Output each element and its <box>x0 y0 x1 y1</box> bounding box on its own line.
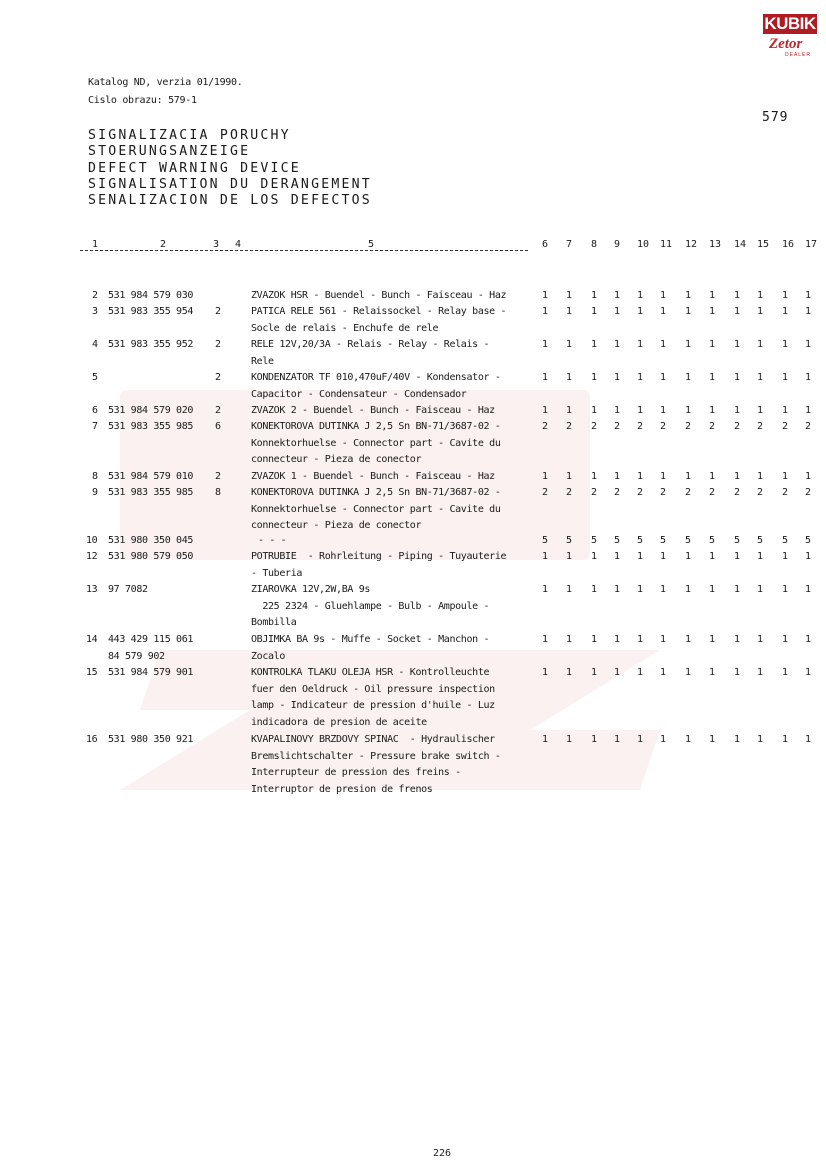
row-quantity-cell: 1 <box>541 551 549 562</box>
row-quantity-cell: 1 <box>781 471 789 482</box>
row-description-line: Konnektorhuelse - Connector part - Cavite du <box>251 437 501 449</box>
image-number-line: Cislo obrazu: 579-1 <box>88 95 197 106</box>
row-quantity-cell: 1 <box>659 405 667 416</box>
row-quantity-cell: 1 <box>756 667 764 678</box>
row-quantity-cell: 1 <box>804 372 812 383</box>
row-quantity-cell: 1 <box>565 667 573 678</box>
row-quantity-cell: 1 <box>708 584 716 595</box>
row-quantity-cell: 1 <box>733 471 741 482</box>
row-quantity-cell: 5 <box>636 535 644 546</box>
row-quantity-cell: 5 <box>684 535 692 546</box>
row-quantity-cell: 2 <box>659 421 667 432</box>
row-description-line: fuer den Oeldruck - Oil pressure inspection <box>251 683 495 695</box>
row-description-line: RELE 12V,20/3A - Relais - Relay - Relais - <box>251 339 490 350</box>
row-quantity-cell: 1 <box>541 634 549 645</box>
row-description-line: connecteur - Pieza de conector <box>251 454 422 465</box>
logo-zetor-text: Zetor <box>769 36 803 52</box>
row-quantity-cell: 1 <box>781 551 789 562</box>
row-quantity-cell: 1 <box>613 339 621 350</box>
row-quantity-cell: 1 <box>684 471 692 482</box>
row-description-line: PATICA RELE 561 - Relaissockel - Relay base - <box>251 306 507 317</box>
row-description-line: KONEKTOROVA DUTINKA J 2,5 Sn BN-71/3687-02 - <box>251 487 501 498</box>
row-quantity-cell: 2 <box>565 487 573 498</box>
row-quantity-cell: 1 <box>733 584 741 595</box>
row-position: 14 <box>86 634 98 645</box>
row-quantity-cell: 1 <box>708 372 716 383</box>
row-quantity-cell: 5 <box>781 535 789 546</box>
row-quantity-cell: 1 <box>590 471 598 482</box>
row-quantity-cell: 1 <box>804 584 812 595</box>
row-quantity-cell: 1 <box>636 405 644 416</box>
row-quantity-cell: 1 <box>684 339 692 350</box>
row-description-line: Konnektorhuelse - Connector part - Cavite du <box>251 503 501 515</box>
row-part-number: 531 983 355 954 <box>108 306 194 317</box>
column-header-main: 2 <box>160 239 167 250</box>
row-quantity-cell: 1 <box>733 634 741 645</box>
row-quantity-cell: 1 <box>756 634 764 645</box>
row-position: 15 <box>86 667 98 678</box>
row-quantity-cell: 1 <box>684 551 692 562</box>
row-quantity-cell: 5 <box>541 535 549 546</box>
row-quantity-cell: 2 <box>804 421 812 432</box>
row-quantity-cell: 1 <box>781 634 789 645</box>
row-quantity-cell: 1 <box>613 405 621 416</box>
row-quantity-cell: 1 <box>804 306 812 317</box>
row-description-line: Socle de relais - Enchufe de rele <box>251 322 439 334</box>
row-quantity-cell: 1 <box>708 667 716 678</box>
row-quantity-cell: 1 <box>613 734 621 745</box>
row-quantity-cell: 2 <box>613 421 621 432</box>
row-quantity-cell: 1 <box>636 551 644 562</box>
column-header-qty: 9 <box>614 239 621 250</box>
row-quantity-cell: 1 <box>659 551 667 562</box>
row-quantity-cell: 2 <box>781 421 789 432</box>
row-quantity-per: 2 <box>215 339 221 350</box>
column-header-qty: 13 <box>709 239 722 250</box>
row-quantity-per: 8 <box>215 487 221 498</box>
column-header-qty: 12 <box>685 239 698 250</box>
catalog-line: Katalog ND, verzia 01/1990. <box>88 77 243 88</box>
row-position: 2 <box>92 290 98 301</box>
header-divider <box>80 250 528 251</box>
row-quantity-cell: 1 <box>684 405 692 416</box>
row-part-number: 531 983 355 952 <box>108 339 194 350</box>
row-quantity-cell: 1 <box>733 290 741 301</box>
row-quantity-cell: 1 <box>541 667 549 678</box>
page-number: 579 <box>762 110 789 125</box>
row-quantity-cell: 1 <box>565 405 573 416</box>
row-part-number: 443 429 115 061 <box>108 634 194 645</box>
row-quantity-cell: 1 <box>708 405 716 416</box>
row-quantity-cell: 1 <box>804 667 812 678</box>
row-position: 6 <box>92 405 98 416</box>
row-description-line: KONDENZATOR TF 010,470uF/40V - Kondensator - <box>251 372 501 383</box>
row-quantity-cell: 1 <box>708 306 716 317</box>
row-quantity-cell: 1 <box>708 734 716 745</box>
row-description-line: ZVAZOK HSR - Buendel - Bunch - Faisceau - Haz <box>251 290 507 301</box>
row-quantity-cell: 1 <box>804 734 812 745</box>
row-description-line: KONEKTOROVA DUTINKA J 2,5 Sn BN-71/3687-02 - <box>251 421 501 432</box>
row-position: 12 <box>86 551 98 562</box>
row-quantity-cell: 1 <box>733 734 741 745</box>
row-quantity-cell: 1 <box>804 405 812 416</box>
row-quantity-cell: 2 <box>708 421 716 432</box>
row-description-line: Bremslichtschalter - Pressure brake switch - <box>251 750 501 762</box>
row-quantity-cell: 1 <box>659 634 667 645</box>
row-quantity-cell: 2 <box>781 487 789 498</box>
row-quantity-cell: 1 <box>636 734 644 745</box>
row-quantity-cell: 1 <box>590 667 598 678</box>
row-quantity-cell: 2 <box>541 421 549 432</box>
row-description-line: Bombilla <box>251 617 297 628</box>
column-header-main: 4 <box>235 239 242 250</box>
row-part-number: 531 980 579 050 <box>108 551 194 562</box>
column-header-main: 1 <box>92 239 99 250</box>
row-quantity-cell: 2 <box>541 487 549 498</box>
kubik-zetor-logo <box>763 14 817 60</box>
row-quantity-cell: 1 <box>590 551 598 562</box>
row-part-number: 531 984 579 901 <box>108 667 194 678</box>
row-description-line: KVAPALINOVY BRZDOVY SPINAC - Hydraulischer <box>251 734 495 745</box>
row-part-number: 97 7082 <box>108 584 148 595</box>
row-quantity-cell: 5 <box>804 535 812 546</box>
row-quantity-cell: 1 <box>541 584 549 595</box>
row-quantity-cell: 1 <box>613 551 621 562</box>
row-quantity-cell: 1 <box>756 405 764 416</box>
row-quantity-cell: 1 <box>756 471 764 482</box>
footer-page-label: 226 <box>433 1148 452 1159</box>
row-description-line: Interrupteur de pression des freins - <box>251 767 461 778</box>
row-quantity-cell: 1 <box>733 405 741 416</box>
row-quantity-cell: 1 <box>636 306 644 317</box>
row-quantity-cell: 1 <box>781 372 789 383</box>
row-quantity-cell: 1 <box>781 584 789 595</box>
row-description-line: Zocalo <box>251 650 286 662</box>
row-quantity-cell: 1 <box>781 290 789 301</box>
row-position: 4 <box>92 339 98 350</box>
row-quantity-cell: 1 <box>756 372 764 383</box>
row-position: 9 <box>92 487 98 498</box>
row-position: 8 <box>92 471 98 482</box>
row-quantity-cell: 1 <box>756 306 764 317</box>
row-quantity-cell: 1 <box>590 290 598 301</box>
row-quantity-cell: 5 <box>659 535 667 546</box>
row-quantity-cell: 1 <box>659 667 667 678</box>
row-description-line: - - - <box>258 535 287 546</box>
row-quantity-cell: 1 <box>659 290 667 301</box>
row-quantity-cell: 1 <box>636 290 644 301</box>
row-quantity-cell: 1 <box>636 471 644 482</box>
row-quantity-cell: 5 <box>708 535 716 546</box>
row-quantity-cell: 1 <box>733 306 741 317</box>
column-header-qty: 10 <box>637 239 650 250</box>
row-position: 3 <box>92 306 98 317</box>
row-quantity-cell: 1 <box>684 372 692 383</box>
row-quantity-cell: 1 <box>804 339 812 350</box>
row-quantity-cell: 2 <box>565 421 573 432</box>
row-quantity-cell: 1 <box>565 584 573 595</box>
column-header-qty: 14 <box>734 239 747 250</box>
row-quantity-cell: 1 <box>565 734 573 745</box>
row-quantity-cell: 2 <box>590 421 598 432</box>
row-quantity-cell: 1 <box>590 584 598 595</box>
column-header-main: 3 <box>213 239 220 250</box>
row-quantity-cell: 1 <box>733 551 741 562</box>
row-description-line: ZVAZOK 1 - Buendel - Bunch - Faisceau - Haz <box>251 471 495 482</box>
column-header-qty: 16 <box>782 239 795 250</box>
row-quantity-cell: 1 <box>708 471 716 482</box>
row-quantity-cell: 1 <box>613 372 621 383</box>
row-position: 10 <box>86 535 98 546</box>
row-position: 13 <box>86 584 98 595</box>
row-quantity-cell: 1 <box>781 734 789 745</box>
row-quantity-cell: 1 <box>684 306 692 317</box>
row-quantity-cell: 1 <box>756 734 764 745</box>
row-quantity-cell: 2 <box>733 487 741 498</box>
row-quantity-cell: 1 <box>590 405 598 416</box>
row-quantity-cell: 2 <box>756 421 764 432</box>
row-quantity-cell: 1 <box>565 339 573 350</box>
row-quantity-cell: 2 <box>733 421 741 432</box>
column-header-qty: 7 <box>566 239 573 250</box>
row-quantity-cell: 1 <box>733 372 741 383</box>
row-quantity-cell: 5 <box>590 535 598 546</box>
row-quantity-cell: 1 <box>541 339 549 350</box>
title-spanish: SENALIZACION DE LOS DEFECTOS <box>88 193 372 209</box>
logo-kubik-text: KUBIK <box>764 14 816 33</box>
logo-dealer-text: DEALER <box>785 52 812 58</box>
row-quantity-cell: 1 <box>590 339 598 350</box>
row-quantity-cell: 1 <box>684 584 692 595</box>
row-quantity-cell: 5 <box>733 535 741 546</box>
row-position: 7 <box>92 421 98 432</box>
column-header-qty: 15 <box>757 239 770 250</box>
row-description-line: Capacitor - Condensateur - Condensador <box>251 388 467 400</box>
row-quantity-cell: 2 <box>613 487 621 498</box>
row-description-line: ZIAROVKA 12V,2W,BA 9s <box>251 584 371 595</box>
row-position: 5 <box>92 372 98 383</box>
row-description-line: lamp - Indicateur de pression d'huile - Luz <box>251 700 495 711</box>
row-quantity-cell: 5 <box>756 535 764 546</box>
column-header-qty: 11 <box>660 239 673 250</box>
row-quantity-cell: 1 <box>659 734 667 745</box>
row-part-number: 531 980 350 045 <box>108 535 194 546</box>
row-quantity-cell: 1 <box>590 372 598 383</box>
row-description-line: OBJIMKA BA 9s - Muffe - Socket - Manchon - <box>251 634 490 645</box>
row-description-line: indicadora de presion de aceite <box>251 716 427 728</box>
row-quantity-cell: 1 <box>804 471 812 482</box>
row-quantity-cell: 1 <box>636 667 644 678</box>
title-german: STOERUNGSANZEIGE <box>88 144 251 160</box>
column-header-qty: 6 <box>542 239 549 250</box>
row-quantity-cell: 1 <box>684 667 692 678</box>
row-quantity-per: 2 <box>215 471 221 482</box>
row-part-number: 531 980 350 921 <box>108 734 194 745</box>
row-part-number: 531 984 579 020 <box>108 405 194 416</box>
row-quantity-cell: 1 <box>708 634 716 645</box>
row-quantity-cell: 1 <box>659 372 667 383</box>
row-quantity-cell: 1 <box>613 584 621 595</box>
row-quantity-cell: 1 <box>541 372 549 383</box>
row-quantity-per: 6 <box>215 421 221 432</box>
row-quantity-cell: 2 <box>590 487 598 498</box>
row-quantity-cell: 2 <box>636 421 644 432</box>
row-quantity-cell: 1 <box>613 290 621 301</box>
row-quantity-cell: 1 <box>659 306 667 317</box>
row-quantity-cell: 1 <box>613 471 621 482</box>
row-quantity-cell: 1 <box>541 306 549 317</box>
row-quantity-cell: 5 <box>613 535 621 546</box>
row-quantity-cell: 1 <box>804 290 812 301</box>
row-quantity-cell: 2 <box>804 487 812 498</box>
row-quantity-cell: 1 <box>613 306 621 317</box>
row-quantity-cell: 1 <box>565 551 573 562</box>
row-quantity-cell: 1 <box>565 290 573 301</box>
row-quantity-cell: 1 <box>804 551 812 562</box>
row-position: 16 <box>86 734 98 745</box>
row-quantity-cell: 1 <box>636 339 644 350</box>
column-header-main: 5 <box>368 239 375 250</box>
row-quantity-cell: 1 <box>636 372 644 383</box>
row-quantity-cell: 1 <box>541 471 549 482</box>
row-quantity-cell: 1 <box>590 634 598 645</box>
row-quantity-cell: 1 <box>756 551 764 562</box>
row-quantity-cell: 1 <box>541 290 549 301</box>
row-quantity-cell: 1 <box>684 290 692 301</box>
row-quantity-cell: 1 <box>804 634 812 645</box>
row-description-line: - Tuberia <box>251 567 303 579</box>
row-quantity-cell: 1 <box>708 551 716 562</box>
row-description-line: KONTROLKA TLAKU OLEJA HSR - Kontrolleuchte <box>251 667 490 678</box>
row-quantity-per: 2 <box>215 306 221 317</box>
row-description-line: Interruptor de presion de frenos <box>251 783 433 795</box>
row-part-number: 531 983 355 985 <box>108 487 194 498</box>
row-description-line: connecteur - Pieza de conector <box>251 520 422 531</box>
row-quantity-cell: 1 <box>781 339 789 350</box>
row-quantity-cell: 1 <box>756 290 764 301</box>
row-quantity-cell: 1 <box>733 339 741 350</box>
row-quantity-cell: 1 <box>756 584 764 595</box>
row-quantity-cell: 2 <box>684 421 692 432</box>
row-part-number: 531 984 579 030 <box>108 290 194 301</box>
title-french: SIGNALISATION DU DERANGEMENT <box>88 176 372 192</box>
row-part-number: 531 983 355 985 <box>108 421 194 432</box>
row-quantity-cell: 1 <box>565 372 573 383</box>
row-quantity-cell: 1 <box>565 306 573 317</box>
row-part-number: 531 984 579 010 <box>108 471 194 482</box>
row-quantity-cell: 1 <box>636 584 644 595</box>
row-description-line: 225 2324 - Gluehlampe - Bulb - Ampoule - <box>251 600 490 612</box>
row-quantity-cell: 1 <box>565 634 573 645</box>
row-quantity-cell: 1 <box>708 339 716 350</box>
row-quantity-cell: 1 <box>636 634 644 645</box>
row-quantity-cell: 1 <box>708 290 716 301</box>
row-quantity-cell: 2 <box>636 487 644 498</box>
row-quantity-cell: 1 <box>613 634 621 645</box>
title-slovak: SIGNALIZACIA PORUCHY <box>88 128 291 143</box>
row-quantity-cell: 1 <box>659 584 667 595</box>
row-quantity-cell: 1 <box>733 667 741 678</box>
row-quantity-cell: 2 <box>756 487 764 498</box>
column-header-qty: 17 <box>805 239 818 250</box>
title-english: DEFECT WARNING DEVICE <box>88 160 301 176</box>
row-quantity-cell: 1 <box>781 405 789 416</box>
row-quantity-cell: 1 <box>659 339 667 350</box>
row-description-line: POTRUBIE - Rohrleitung - Piping - Tuyauterie <box>251 551 507 562</box>
row-description-line: ZVAZOK 2 - Buendel - Bunch - Faisceau - Haz <box>251 405 495 416</box>
title-block <box>88 128 372 209</box>
row-quantity-cell: 1 <box>613 667 621 678</box>
row-description-line: Rele <box>251 355 274 367</box>
row-quantity-cell: 1 <box>781 667 789 678</box>
row-quantity-cell: 1 <box>541 734 549 745</box>
row-quantity-cell: 1 <box>684 634 692 645</box>
row-quantity-cell: 1 <box>756 339 764 350</box>
row-quantity-cell: 1 <box>659 471 667 482</box>
row-quantity-cell: 1 <box>565 471 573 482</box>
row-quantity-cell: 2 <box>708 487 716 498</box>
row-quantity-cell: 5 <box>565 535 573 546</box>
row-quantity-per: 2 <box>215 372 221 383</box>
row-quantity-cell: 1 <box>541 405 549 416</box>
row-quantity-cell: 1 <box>781 306 789 317</box>
row-quantity-cell: 1 <box>684 734 692 745</box>
row-quantity-per: 2 <box>215 405 221 416</box>
row-quantity-cell: 1 <box>590 306 598 317</box>
row-quantity-cell: 1 <box>590 734 598 745</box>
row-part-number: 84 579 902 <box>108 650 165 662</box>
row-quantity-cell: 2 <box>684 487 692 498</box>
row-quantity-cell: 2 <box>659 487 667 498</box>
column-header-qty: 8 <box>591 239 598 250</box>
